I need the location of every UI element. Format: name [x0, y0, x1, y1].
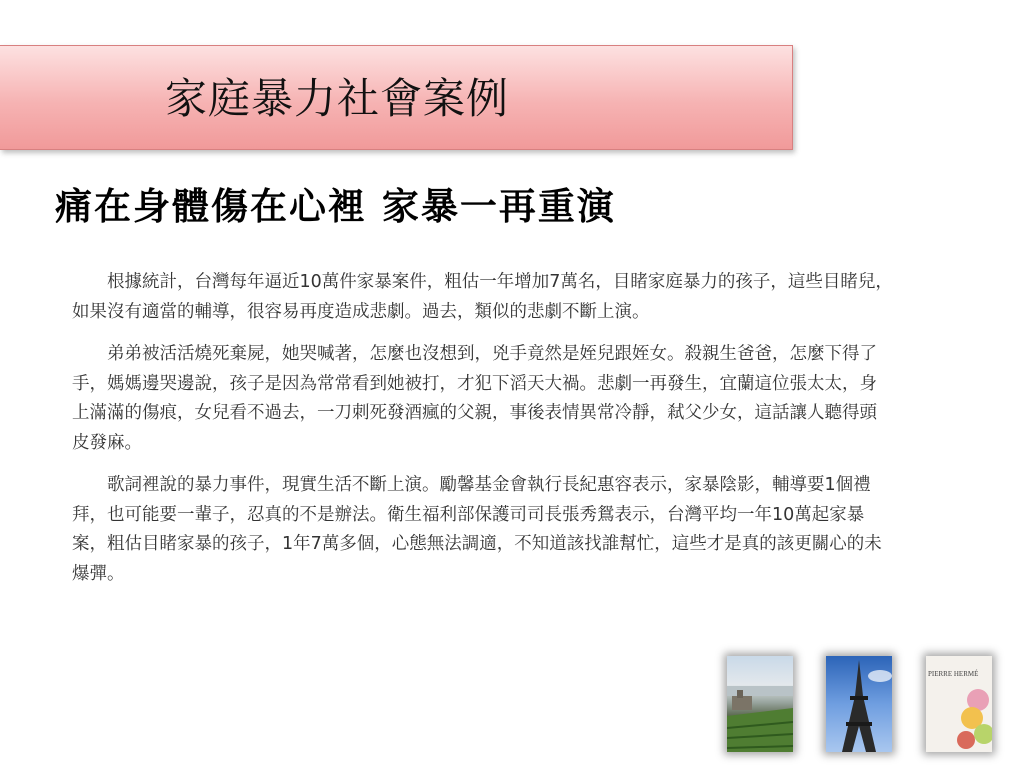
photo-caption: PIERRE HERMÉ	[928, 670, 979, 678]
photo-strip	[724, 656, 1024, 768]
paragraph-2: 弟弟被活活燒死棄屍，她哭喊著，怎麼也沒想到，兇手竟然是姪兒跟姪女。殺親生爸爸，怎麼下得了手，媽媽邊哭邊說，孩子是因為常常看到她被打，才犯下滔天大禍。悲劇一再發生，宜蘭這位張太太，身上滿滿的傷痕，女兒看不過去，一刀刺死發酒瘋的父親，事後表情異常冷靜，弒父少女，這話讓人聽得頭皮發麻。	[72, 344, 877, 453]
landscape-image	[727, 656, 793, 752]
title-banner	[0, 45, 793, 150]
slide-title: 家庭暴力社會案例	[165, 74, 510, 123]
paragraph-3: 歌詞裡說的暴力事件，現實生活不斷上演。勵馨基金會執行長紀惠容表示，家暴陰影，輔導要1個禮拜，也可能要一輩子，忍真的不是辦法。衛生福利部保護司司長張秀鴛表示，台灣平均一年10萬起家暴案，粗估目睹家暴的孩子，1年7萬多個，心態無法調適，不知道該找誰幫忙，這些才是真的該更關心的未爆彈。	[72, 475, 882, 584]
photo-eiffel-tower	[826, 656, 892, 752]
slide-subtitle: 痛在身體傷在心裡 家暴一再重演	[55, 184, 616, 228]
paragraph-1: 根據統計，台灣每年逼近10萬件家暴案件，粗估一年增加7萬名，目睹家庭暴力的孩子，這些目睹兒，如果沒有適當的輔導，很容易再度造成悲劇。過去，類似的悲劇不斷上演。	[72, 272, 893, 322]
macarons-image	[926, 656, 992, 752]
photo-landscape	[727, 656, 793, 752]
article-body	[72, 268, 894, 602]
eiffel-tower-image	[826, 656, 892, 752]
photo-macarons	[926, 656, 992, 752]
